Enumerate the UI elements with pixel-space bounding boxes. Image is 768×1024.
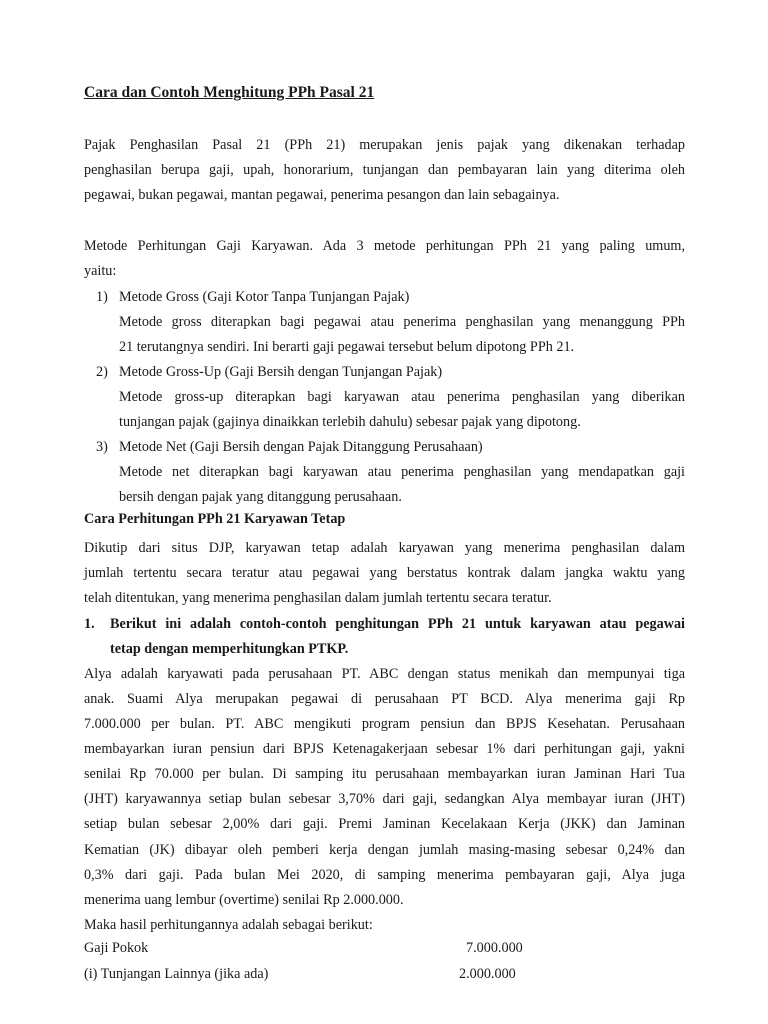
method-description: tunjangan pajak (gajinya dinaikkan terlebih dahulu) sebesar pajak yang dipotong. [119, 414, 581, 430]
text-line: Kematian (JK) dibayar oleh pemberi kerja dengan jumlah masing-masing sebesar 0,24% dan [84, 842, 685, 858]
text-line: senilai Rp 70.000 per bulan. Di samping itu perusahaan membayarkan iuran Jaminan Hari Tua [84, 766, 685, 782]
result-intro: Maka hasil perhitungannya adalah sebagai berikut: [84, 917, 373, 933]
method-label: Metode Gross (Gaji Kotor Tanpa Tunjangan Pajak) [119, 289, 410, 305]
document-title: Cara dan Contoh Menghitung PPh Pasal 21 [84, 84, 375, 101]
calc-label: (i) Tunjangan Lainnya (jika ada) [84, 966, 269, 982]
text-line: yaitu: [84, 263, 117, 279]
text-line: penghasilan berupa gaji, upah, honorarium, tunjangan dan pembayaran lain yang diterima oleh [84, 162, 685, 178]
text-line: Pajak Penghasilan Pasal 21 (PPh 21) merupakan jenis pajak yang dikenakan terhadap [84, 137, 685, 153]
text-line: Metode Perhitungan Gaji Karyawan. Ada 3 metode perhitungan PPh 21 yang paling umum, [84, 238, 685, 254]
list-number: 1) [96, 289, 108, 305]
list-number: 1. [84, 616, 95, 632]
method-description: Metode net diterapkan bagi karyawan atau penerima penghasilan yang mendapatkan gaji [119, 464, 685, 480]
list-number: 3) [96, 439, 108, 455]
text-line: jumlah tertentu secara teratur atau pegawai yang berstatus kontrak dalam jangka waktu yang [84, 565, 685, 581]
example-heading-line: Berikut ini adalah contoh-contoh penghitungan PPh 21 untuk karyawan atau pegawai [110, 616, 685, 632]
text-line: Alya adalah karyawati pada perusahaan PT. ABC dengan status menikah dan mempunyai tiga [84, 666, 685, 682]
text-line: setiap bulan sebesar 2,00% dari gaji. Premi Jaminan Kecelakaan Kerja (JKK) dan Jaminan [84, 816, 685, 832]
text-line: menerima uang lembur (overtime) senilai Rp 2.000.000. [84, 892, 404, 908]
calc-label: Gaji Pokok [84, 940, 149, 956]
calc-row [84, 966, 685, 986]
text-line: 7.000.000 per bulan. PT. ABC mengikuti program pensiun dan BPJS Kesehatan. Perusahaan [84, 716, 685, 732]
method-description: bersih dengan pajak yang ditanggung perusahaan. [119, 489, 402, 505]
text-line: Dikutip dari situs DJP, karyawan tetap adalah karyawan yang menerima penghasilan dalam [84, 540, 685, 556]
calc-row [84, 940, 685, 960]
text-line: (JHT) karyawannya setiap bulan sebesar 3,70% dari gaji, sedangkan Alya membayar iuran (JHT) [84, 791, 685, 807]
text-line: 0,3% dari gaji. Pada bulan Mei 2020, di samping menerima pembayaran gaji, Alya juga [84, 867, 685, 883]
calc-value: 7.000.000 [466, 940, 523, 956]
text-line: anak. Suami Alya merupakan pegawai di perusahaan PT BCD. Alya menerima gaji Rp [84, 691, 685, 707]
method-label: Metode Net (Gaji Bersih dengan Pajak Ditanggung Perusahaan) [119, 439, 483, 455]
example-heading-line: tetap dengan memperhitungkan PTKP. [110, 641, 349, 657]
method-description: 21 terutangnya sendiri. Ini berarti gaji pegawai tersebut belum dipotong PPh 21. [119, 339, 575, 355]
list-number: 2) [96, 364, 108, 380]
section-heading: Cara Perhitungan PPh 21 Karyawan Tetap [84, 511, 346, 527]
calc-value: 2.000.000 [459, 966, 516, 982]
method-description: Metode gross-up diterapkan bagi karyawan atau penerima penghasilan yang diberikan [119, 389, 685, 405]
method-label: Metode Gross-Up (Gaji Bersih dengan Tunjangan Pajak) [119, 364, 443, 380]
text-line: pegawai, bukan pegawai, mantan pegawai, penerima pesangon dan lain sebagainya. [84, 187, 560, 203]
text-line: telah ditentukan, yang menerima penghasilan dalam jumlah tertentu secara teratur. [84, 590, 552, 606]
method-description: Metode gross diterapkan bagi pegawai atau penerima penghasilan yang menanggung PPh [119, 314, 685, 330]
text-line: membayarkan iuran pensiun dari BPJS Ketenagakerjaan sebesar 1% dari perhitungan gaji, yakni [84, 741, 685, 757]
